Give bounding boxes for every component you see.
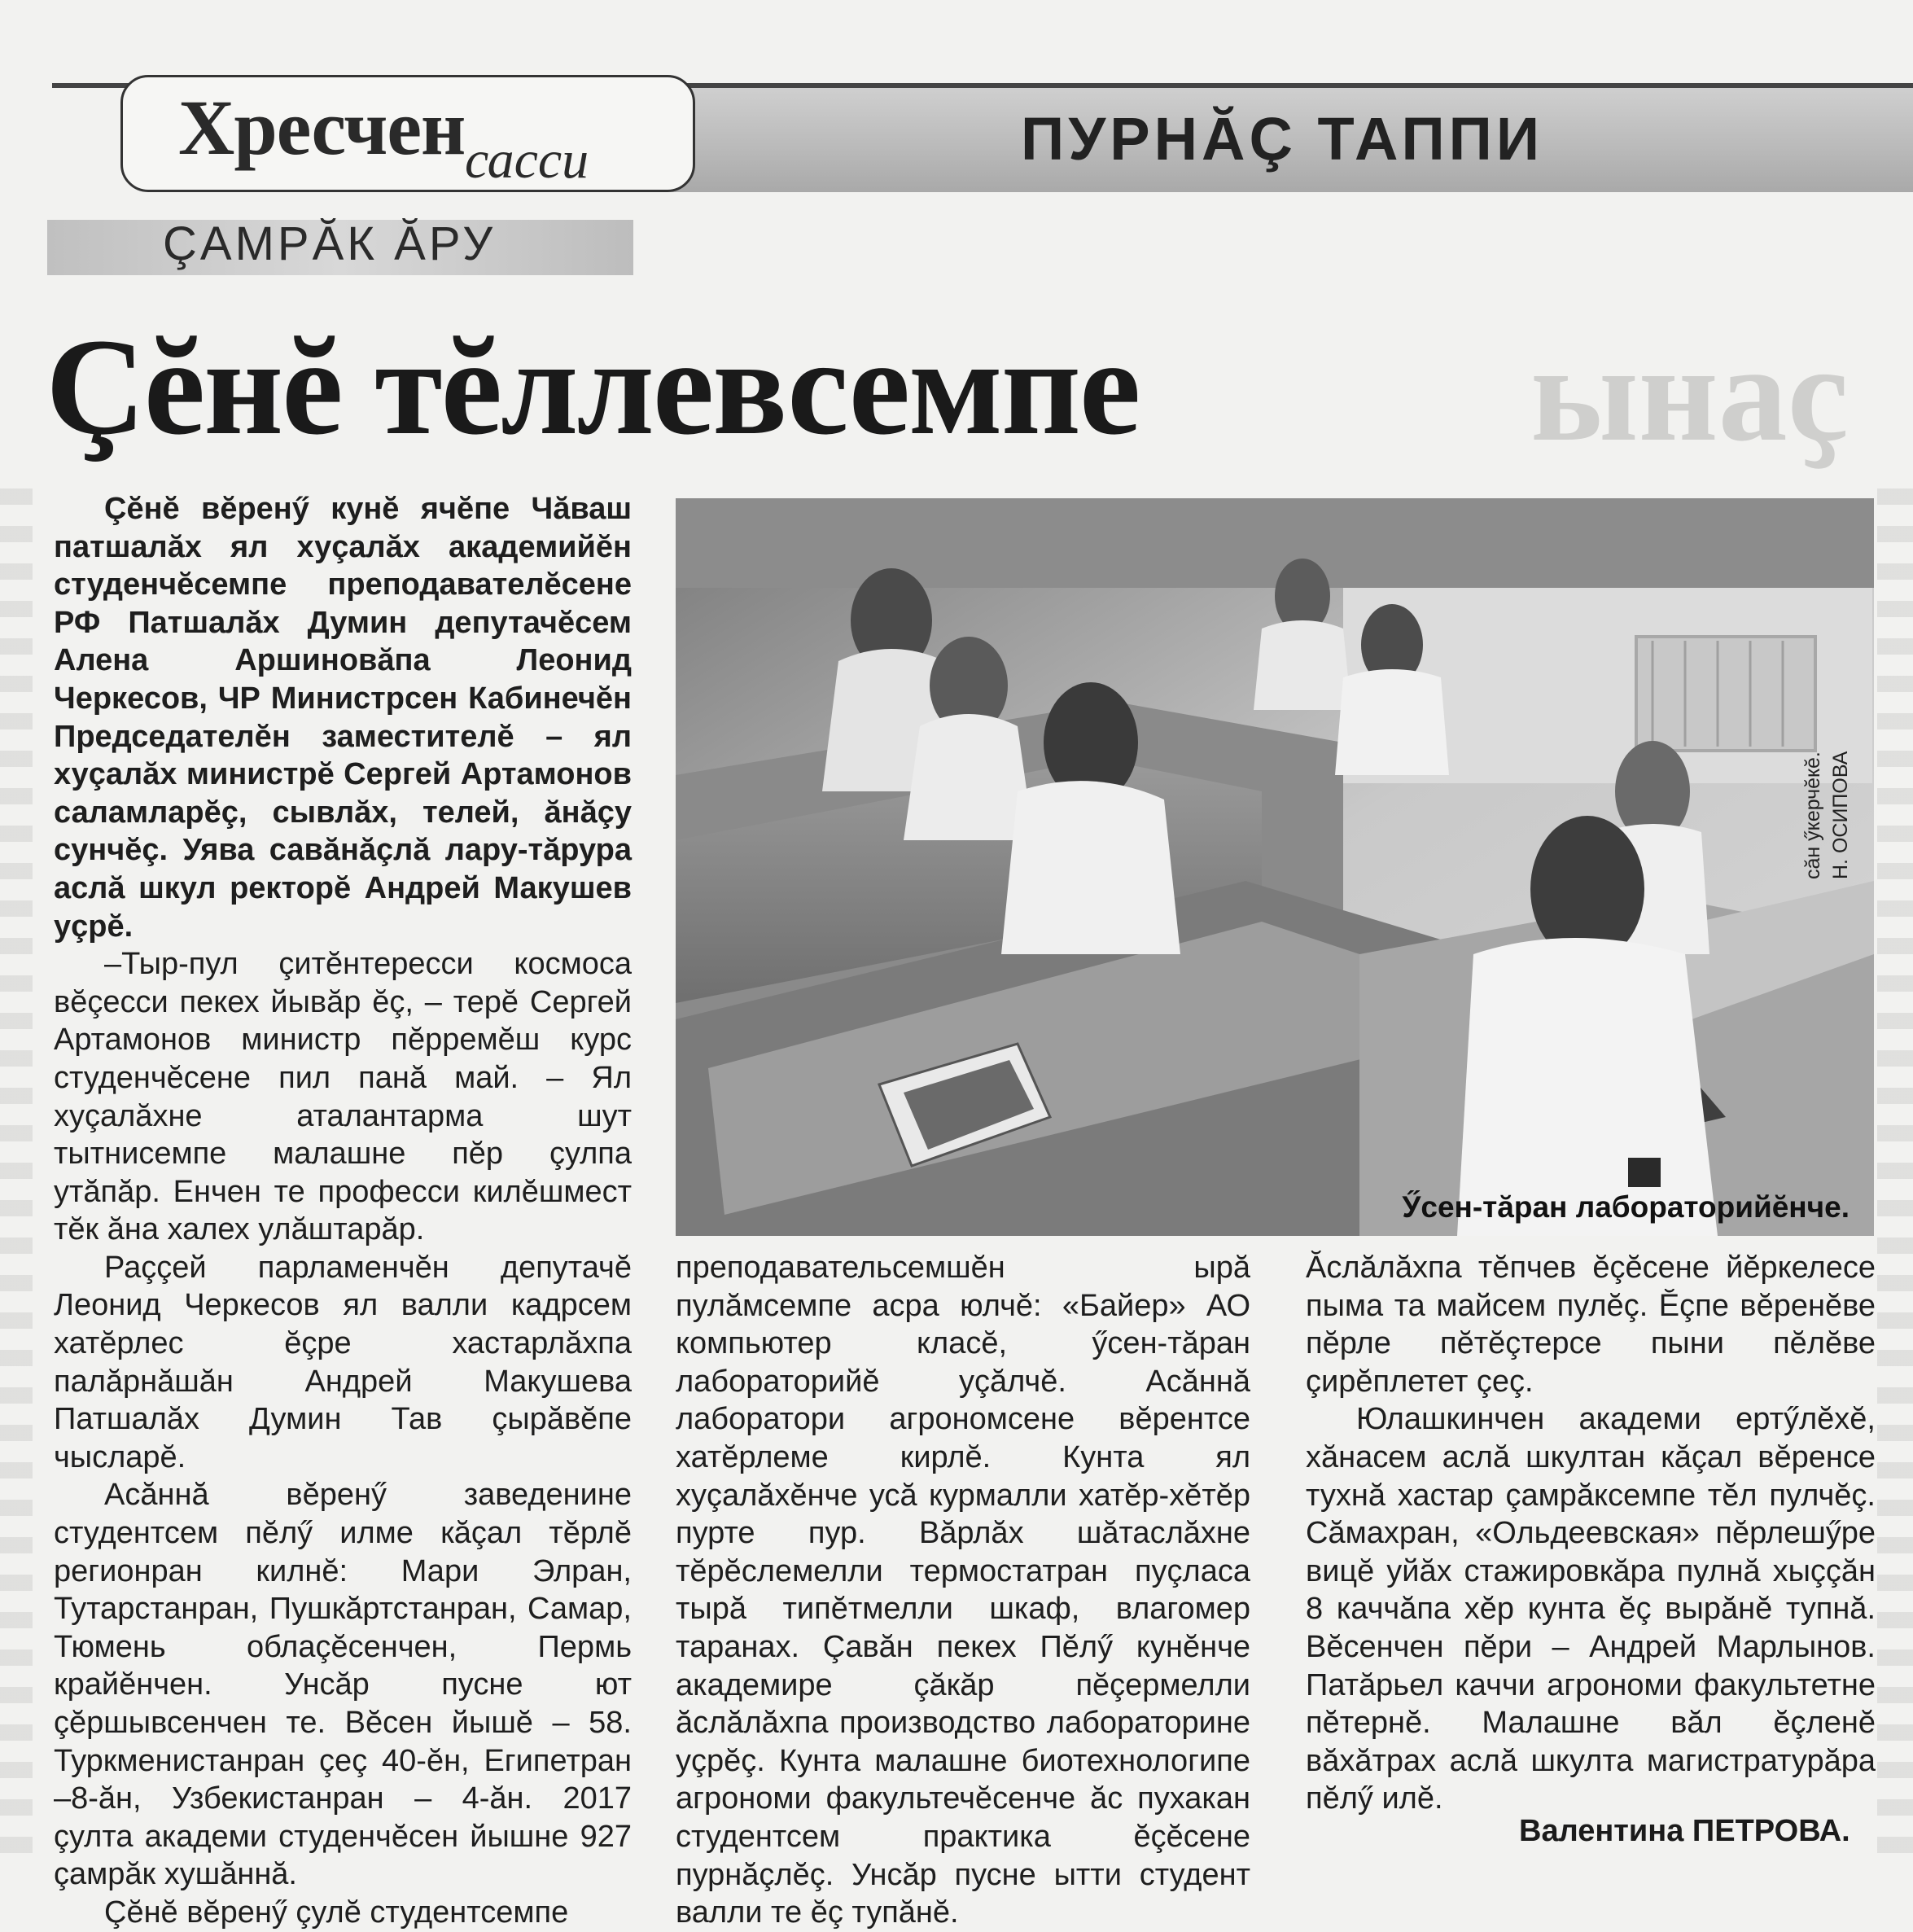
body-paragraph: –Тыр-пул çитĕнтересси космоса вĕçесси пекех йывăр ĕç, – терĕ Сергей Артамонов министр пĕрремĕш курс студенчĕсене пил панă май. – Ял хуçалăхне аталантарма шут тытнисемпе малашне пĕр çулпа утăпăр. Енчен те професси килĕшмест тĕк ăна халех улăштарăр. [54, 947, 632, 1247]
body-paragraph: Юлашкинчен академи ертӳлĕхĕ, хăнасем аслă шкултан кăçал вĕренсе тухнă хастар çамрăксемпе тĕл пулчĕç. Сăмахран, «Ольдеевская» пĕрлешӳре вицĕ уйăх стажировкăра пулнă хыççăн 8 каччăпа хĕр кунта ĕç вырăнĕ тупнă. Вĕсенчен пĕри – Андрей Марлынов. Патăрьел каччи агрономи факультетне пĕтернĕ. Малашне вăл ĕçленĕ вăхăтрах аслă шкулта магистратурăра пĕлӳ илĕ. [1306, 1402, 1876, 1816]
headline-show-through: ынаҫ [1530, 317, 1850, 470]
photo-credit-author: Н. ОСИПОВА [1829, 751, 1852, 879]
photo-caption: Ӳсен-тăран лабораторийĕнче. [1402, 1190, 1850, 1224]
body-paragraph: преподавательсемшĕн ырă пулăмсемпе асра юлчĕ: «Байер» АО компьютер класĕ, ӳсен-тăран лабораторийĕ уçăлчĕ. Асăннă лаборатори агрономсене вĕрентсе хатĕрлеме кирлĕ. Кунта ял хуçалăхĕнче усă курмалли хатĕр-хĕтĕр пурте пур. Вăрлăх шăтаслăхне тĕрĕслемелли термостатран пуçласа тырă типĕтмелли шкаф, влагомер таранах. Çавăн пекех Пĕлӳ кунĕнче академире çăкăр пĕçермелли ăслăлăхпа производство лабораторине уçрĕç. Кунта малашне биотехнологипе агрономи факультечĕсенче ăс пухакан студентсем практика ĕçĕсене пурнăçлĕç. Унсăр пусне ытти студент валли те ĕç тупăнĕ. [676, 1251, 1250, 1930]
article-column-1 [54, 490, 632, 1932]
photo-credit-note: сăн ӳкерчĕкĕ. [1801, 751, 1824, 879]
logo-main-text: Хресчен [178, 84, 466, 171]
author-byline: Валентина ПЕТРОВА. [1519, 1814, 1850, 1848]
masthead [52, 81, 1913, 189]
lead-paragraph: Çĕнĕ вĕренӳ кунĕ ячĕпе Чăваш патшалăх ял хуçалăх академийĕн студенчĕсемпе преподавателĕсене РФ Патшалăх Думин депутачĕсем Алена Аршиновăпа Леонид Черкесов, ЧР Министрсен Кабинечĕн Председателĕн заместителĕ – ял хуçалăх министрĕ Сергей Артамонов саламларĕç, сывлăх, телей, ăнăçу сунчĕç. Уява савăнăçлă лару-тăрура аслă шкул ректорĕ Андрей Макушев уçрĕ. [54, 492, 632, 944]
body-paragraph: Çĕнĕ вĕренӳ çулĕ студентсемпе [104, 1895, 569, 1930]
body-paragraph: Раççей парламенчĕн депутачĕ Леонид Черкесов ял валли кадрсем хатĕрлес ĕçре хастарлăхпа палăрнăшăн Андрей Макушева Патшалăх Думин Тав çырăвĕпе чысларĕ. [54, 1250, 632, 1474]
newspaper-logo [120, 75, 695, 192]
body-paragraph: Асăннă вĕренӳ заведенине студентсем пĕлӳ илме кăçал тĕрлĕ регионран килнĕ: Мари Элран, Тутарстанран, Пушкăртстанран, Самар, Тюмень облаçĕсенчен, Пермь крайĕнчен. Унсăр пусне ют çĕршывсенчен те. Вĕсен йышĕ – 58. Туркменистанран çеç 40-ĕн, Египетран –8-ăн, Узбекистанран – 4-ăн. 2017 çулта академи студенчĕсен йышне 927 çамрăк хушăннă. [54, 1478, 632, 1892]
photo-credit [1799, 521, 1854, 879]
laboratory-photo-image [676, 498, 1874, 1236]
rubric-bar [622, 83, 1913, 192]
logo-sub-text: сасси [465, 130, 589, 190]
show-through-right [1877, 488, 1913, 1873]
article-headline: Çĕнĕ тĕллевсемпе [46, 310, 1140, 463]
article-column-2 [676, 1249, 1250, 1932]
section-kicker: ÇАМРĂК ĂРУ [163, 217, 497, 270]
article-photo [676, 498, 1874, 1236]
show-through-left [0, 488, 33, 1873]
rubric-title: ПУРНĂÇ ТАППИ [1021, 105, 1544, 173]
article-column-3 [1306, 1249, 1876, 1818]
body-paragraph: Ăслăлăхпа тĕпчев ĕçĕсене йĕркелесе пыма та майсем пулĕç. Ĕçпе вĕренĕве пĕрле пĕтĕçтерсе пыни пĕлĕве çирĕплетет çеç. [1306, 1251, 1876, 1399]
